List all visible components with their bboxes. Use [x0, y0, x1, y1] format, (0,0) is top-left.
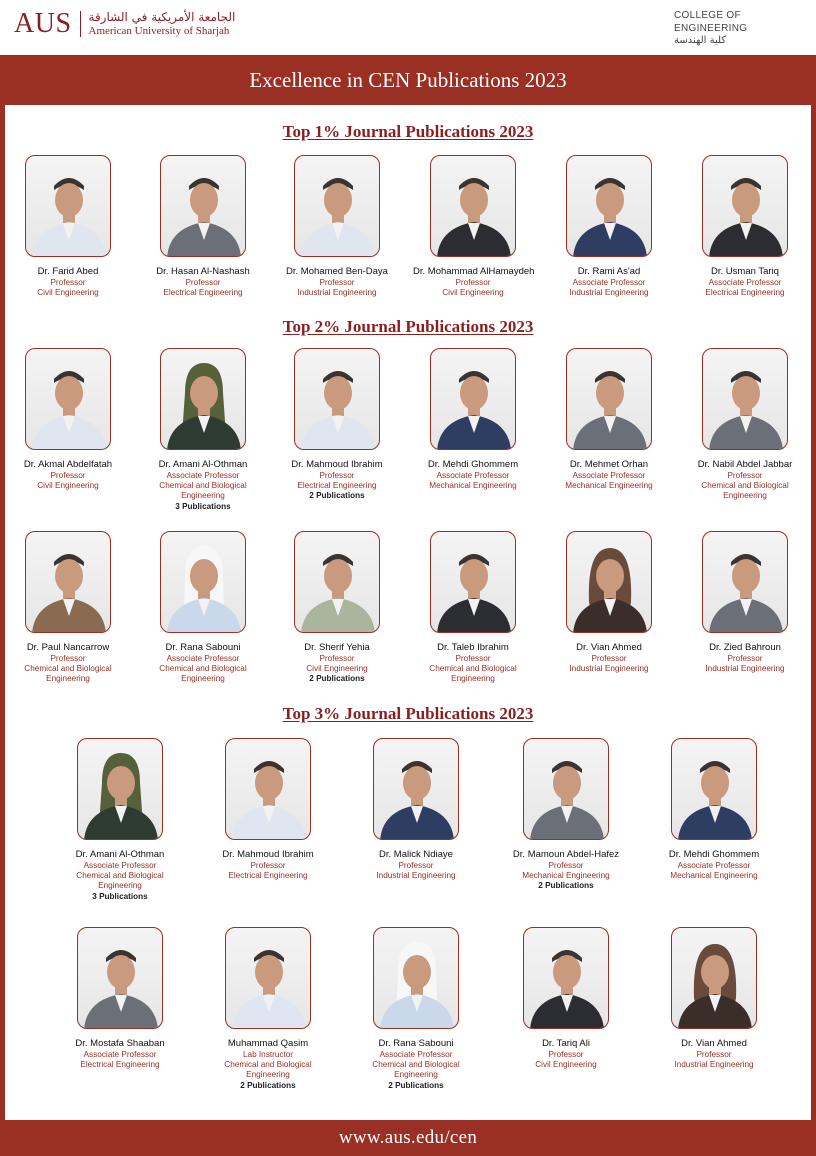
aus-logo[interactable] [14, 8, 235, 40]
portrait-photo [430, 348, 516, 450]
honoree-card [685, 155, 805, 298]
honoree-card [506, 927, 626, 1070]
portrait-photo [566, 531, 652, 633]
honoree-card [8, 531, 128, 685]
honoree-title: Associate Professor [83, 860, 157, 870]
honoree-title: Professor [398, 860, 434, 870]
portrait-photo [294, 155, 380, 257]
honoree-title: Professor [548, 1049, 584, 1059]
honoree-department: Industrial Engineering [569, 288, 649, 298]
honoree-title: Professor [548, 860, 584, 870]
honoree-card [8, 348, 128, 491]
logo-text [89, 11, 236, 36]
honoree-department: Industrial Engineering [297, 288, 377, 298]
honoree-department: Mechanical Engineering [565, 481, 653, 491]
honoree-title: Professor [185, 277, 221, 287]
portrait-photo [160, 348, 246, 450]
honoree-name: Dr. Usman Tariq [711, 266, 779, 277]
honoree-card [685, 348, 805, 502]
honoree-name: Dr. Malick Ndiaye [379, 849, 453, 860]
honoree-name: Dr. Amani Al-Othman [158, 459, 248, 470]
honoree-name: Dr. Rana Sabouni [165, 642, 241, 653]
publication-count: 3 Publications [175, 501, 231, 511]
honoree-name: Dr. Vian Ahmed [576, 642, 642, 653]
college-label [674, 10, 804, 48]
honoree-title: Professor [319, 653, 355, 663]
college-name-english: COLLEGE OF ENGINEERING [674, 10, 748, 34]
portrait-photo [25, 155, 111, 257]
honoree-department: Electrical Engineering [705, 288, 785, 298]
honoree-title: Associate Professor [572, 277, 646, 287]
honoree-department: Industrial Engineering [705, 664, 785, 674]
publication-count: 2 Publications [538, 881, 594, 891]
portrait-photo [294, 531, 380, 633]
honoree-title: Professor [50, 470, 86, 480]
honoree-department: Civil Engineering [442, 288, 504, 298]
portrait-photo [671, 927, 757, 1029]
honoree-title: Associate Professor [708, 277, 782, 287]
portrait-photo [523, 738, 609, 840]
honoree-card [60, 927, 180, 1070]
honoree-department: Chemical and Biological Engineering [224, 1060, 312, 1080]
portrait-photo [160, 531, 246, 633]
publication-count: 2 Publications [309, 491, 365, 501]
honoree-name: Dr. Amani Al-Othman [75, 849, 165, 860]
honoree-title: Associate Professor [166, 470, 240, 480]
honoree-name: Dr. Akmal Abdelfatah [23, 459, 113, 470]
section-title: Top 2% Journal Publications 2023 [282, 317, 534, 336]
honoree-title: Professor [455, 653, 491, 663]
honoree-name: Dr. Mehdi Ghommem [427, 459, 519, 470]
honoree-department: Civil Engineering [37, 288, 99, 298]
honoree-card [143, 155, 263, 298]
honoree-card [208, 738, 328, 881]
title-banner [0, 55, 816, 105]
honoree-title: Professor [591, 653, 627, 663]
honoree-name: Dr. Mamoun Abdel-Hafez [512, 849, 620, 860]
honoree-title: Professor [50, 653, 86, 663]
honoree-title: Associate Professor [166, 653, 240, 663]
honoree-name: Dr. Mohamed Ben-Daya [286, 266, 388, 277]
honoree-department: Electrical Engineering [297, 481, 377, 491]
portrait-photo [25, 348, 111, 450]
honoree-card [413, 531, 533, 685]
honoree-department: Mechanical Engineering [670, 871, 758, 881]
honoree-name: Dr. Sherif Yehia [304, 642, 370, 653]
logo-divider [80, 11, 81, 37]
honoree-title: Professor [696, 1049, 732, 1059]
section-title: Top 1% Journal Publications 2023 [282, 122, 534, 141]
publication-count: 2 Publications [309, 674, 365, 684]
portrait-photo [160, 155, 246, 257]
honoree-name: Dr. Zied Bahroun [709, 642, 781, 653]
footer-url-link[interactable]: www.aus.edu/cen [338, 1127, 478, 1148]
honoree-department: Chemical and Biological Engineering [159, 664, 247, 684]
honoree-department: Civil Engineering [306, 664, 368, 674]
honoree-card [685, 531, 805, 674]
honoree-card [8, 155, 128, 298]
portrait-photo [77, 927, 163, 1029]
honoree-name: Dr. Nabil Abdel Jabbar [697, 459, 793, 470]
honoree-name: Dr. Mohammad AlHamaydeh [413, 266, 535, 277]
honoree-department: Chemical and Biological Engineering [76, 871, 164, 891]
portrait-photo [25, 531, 111, 633]
honoree-name: Dr. Tariq Ali [542, 1038, 590, 1049]
honoree-title: Associate Professor [436, 470, 510, 480]
honoree-card [143, 531, 263, 685]
honoree-name: Dr. Rana Sabouni [378, 1038, 454, 1049]
honoree-title: Lab Instructor [242, 1049, 294, 1059]
honoree-card [413, 155, 533, 298]
portrait-photo [294, 348, 380, 450]
portrait-photo [430, 155, 516, 257]
honoree-card [277, 348, 397, 502]
portrait-photo [373, 927, 459, 1029]
honoree-card [654, 738, 774, 881]
honoree-department: Civil Engineering [535, 1060, 597, 1070]
portrait-photo [566, 155, 652, 257]
honoree-title: Professor [727, 653, 763, 663]
honoree-name: Dr. Mehmet Orhan [569, 459, 649, 470]
honoree-department: Chemical and Biological Engineering [372, 1060, 460, 1080]
honoree-department: Industrial Engineering [376, 871, 456, 881]
honoree-department: Civil Engineering [37, 481, 99, 491]
college-name-arabic: كلية الهندسة [674, 35, 727, 46]
publication-count: 3 Publications [92, 891, 148, 901]
honoree-card [413, 348, 533, 491]
portrait-photo [77, 738, 163, 840]
honoree-card [277, 531, 397, 685]
honoree-name: Dr. Mahmoud Ibrahim [291, 459, 383, 470]
logo-english-name: American University of Sharjah [88, 24, 230, 37]
honoree-department: Chemical and Biological Engineering [159, 481, 247, 501]
honoree-name: Dr. Rami As'ad [577, 266, 641, 277]
honoree-department: Chemical and Biological Engineering [24, 664, 112, 684]
honoree-department: Mechanical Engineering [429, 481, 517, 491]
logo-arabic-name: الجامعة الأمريكية في الشارقة [88, 10, 236, 25]
honoree-name: Dr. Mahmoud Ibrahim [222, 849, 314, 860]
honoree-title: Associate Professor [83, 1049, 157, 1059]
honoree-title: Professor [455, 277, 491, 287]
honoree-card [549, 348, 669, 491]
publication-count: 2 Publications [388, 1080, 444, 1090]
honoree-name: Muhammad Qasim [227, 1038, 309, 1049]
portrait-photo [702, 155, 788, 257]
honoree-card [277, 155, 397, 298]
honoree-name: Dr. Paul Nancarrow [26, 642, 110, 653]
honoree-title: Professor [319, 277, 355, 287]
honoree-department: Electrical Engineering [80, 1060, 160, 1070]
page-title: Excellence in CEN Publications 2023 [249, 67, 567, 92]
portrait-photo [702, 348, 788, 450]
honoree-card [60, 738, 180, 902]
honoree-department: Electrical Engineering [228, 871, 308, 881]
honoree-card [506, 738, 626, 892]
honoree-department: Electrical Engineering [163, 288, 243, 298]
page-header [0, 0, 816, 55]
left-border [0, 105, 5, 1120]
honoree-title: Professor [319, 470, 355, 480]
honoree-department: Chemical and Biological Engineering [701, 481, 789, 501]
honoree-department: Industrial Engineering [674, 1060, 754, 1070]
portrait-photo [225, 738, 311, 840]
honoree-card [549, 155, 669, 298]
honoree-title: Professor [50, 277, 86, 287]
honoree-card [356, 738, 476, 881]
right-border [811, 105, 816, 1120]
portrait-photo [373, 738, 459, 840]
section-title: Top 3% Journal Publications 2023 [282, 704, 534, 723]
honoree-card [356, 927, 476, 1091]
honoree-name: Dr. Taleb Ibrahim [437, 642, 509, 653]
honoree-name: Dr. Hasan Al-Nashash [156, 266, 250, 277]
honoree-title: Associate Professor [677, 860, 751, 870]
honoree-name: Dr. Farid Abed [37, 266, 99, 277]
portrait-photo [430, 531, 516, 633]
honoree-department: Chemical and Biological Engineering [429, 664, 517, 684]
honoree-card [654, 927, 774, 1070]
portrait-photo [225, 927, 311, 1029]
honoree-title: Associate Professor [572, 470, 646, 480]
honoree-title: Professor [727, 470, 763, 480]
honoree-name: Dr. Vian Ahmed [681, 1038, 747, 1049]
portrait-photo [523, 927, 609, 1029]
honoree-card [549, 531, 669, 674]
logo-mark: AUS [14, 8, 72, 39]
portrait-photo [702, 531, 788, 633]
honoree-card [208, 927, 328, 1091]
honoree-name: Dr. Mehdi Ghommem [668, 849, 760, 860]
honoree-department: Mechanical Engineering [522, 871, 610, 881]
honoree-title: Professor [250, 860, 286, 870]
portrait-photo [671, 738, 757, 840]
honoree-card [143, 348, 263, 512]
honoree-department: Industrial Engineering [569, 664, 649, 674]
honoree-title: Associate Professor [379, 1049, 453, 1059]
publication-count: 2 Publications [240, 1080, 296, 1090]
portrait-photo [566, 348, 652, 450]
honoree-name: Dr. Mostafa Shaaban [75, 1038, 165, 1049]
page-footer [0, 1120, 816, 1156]
